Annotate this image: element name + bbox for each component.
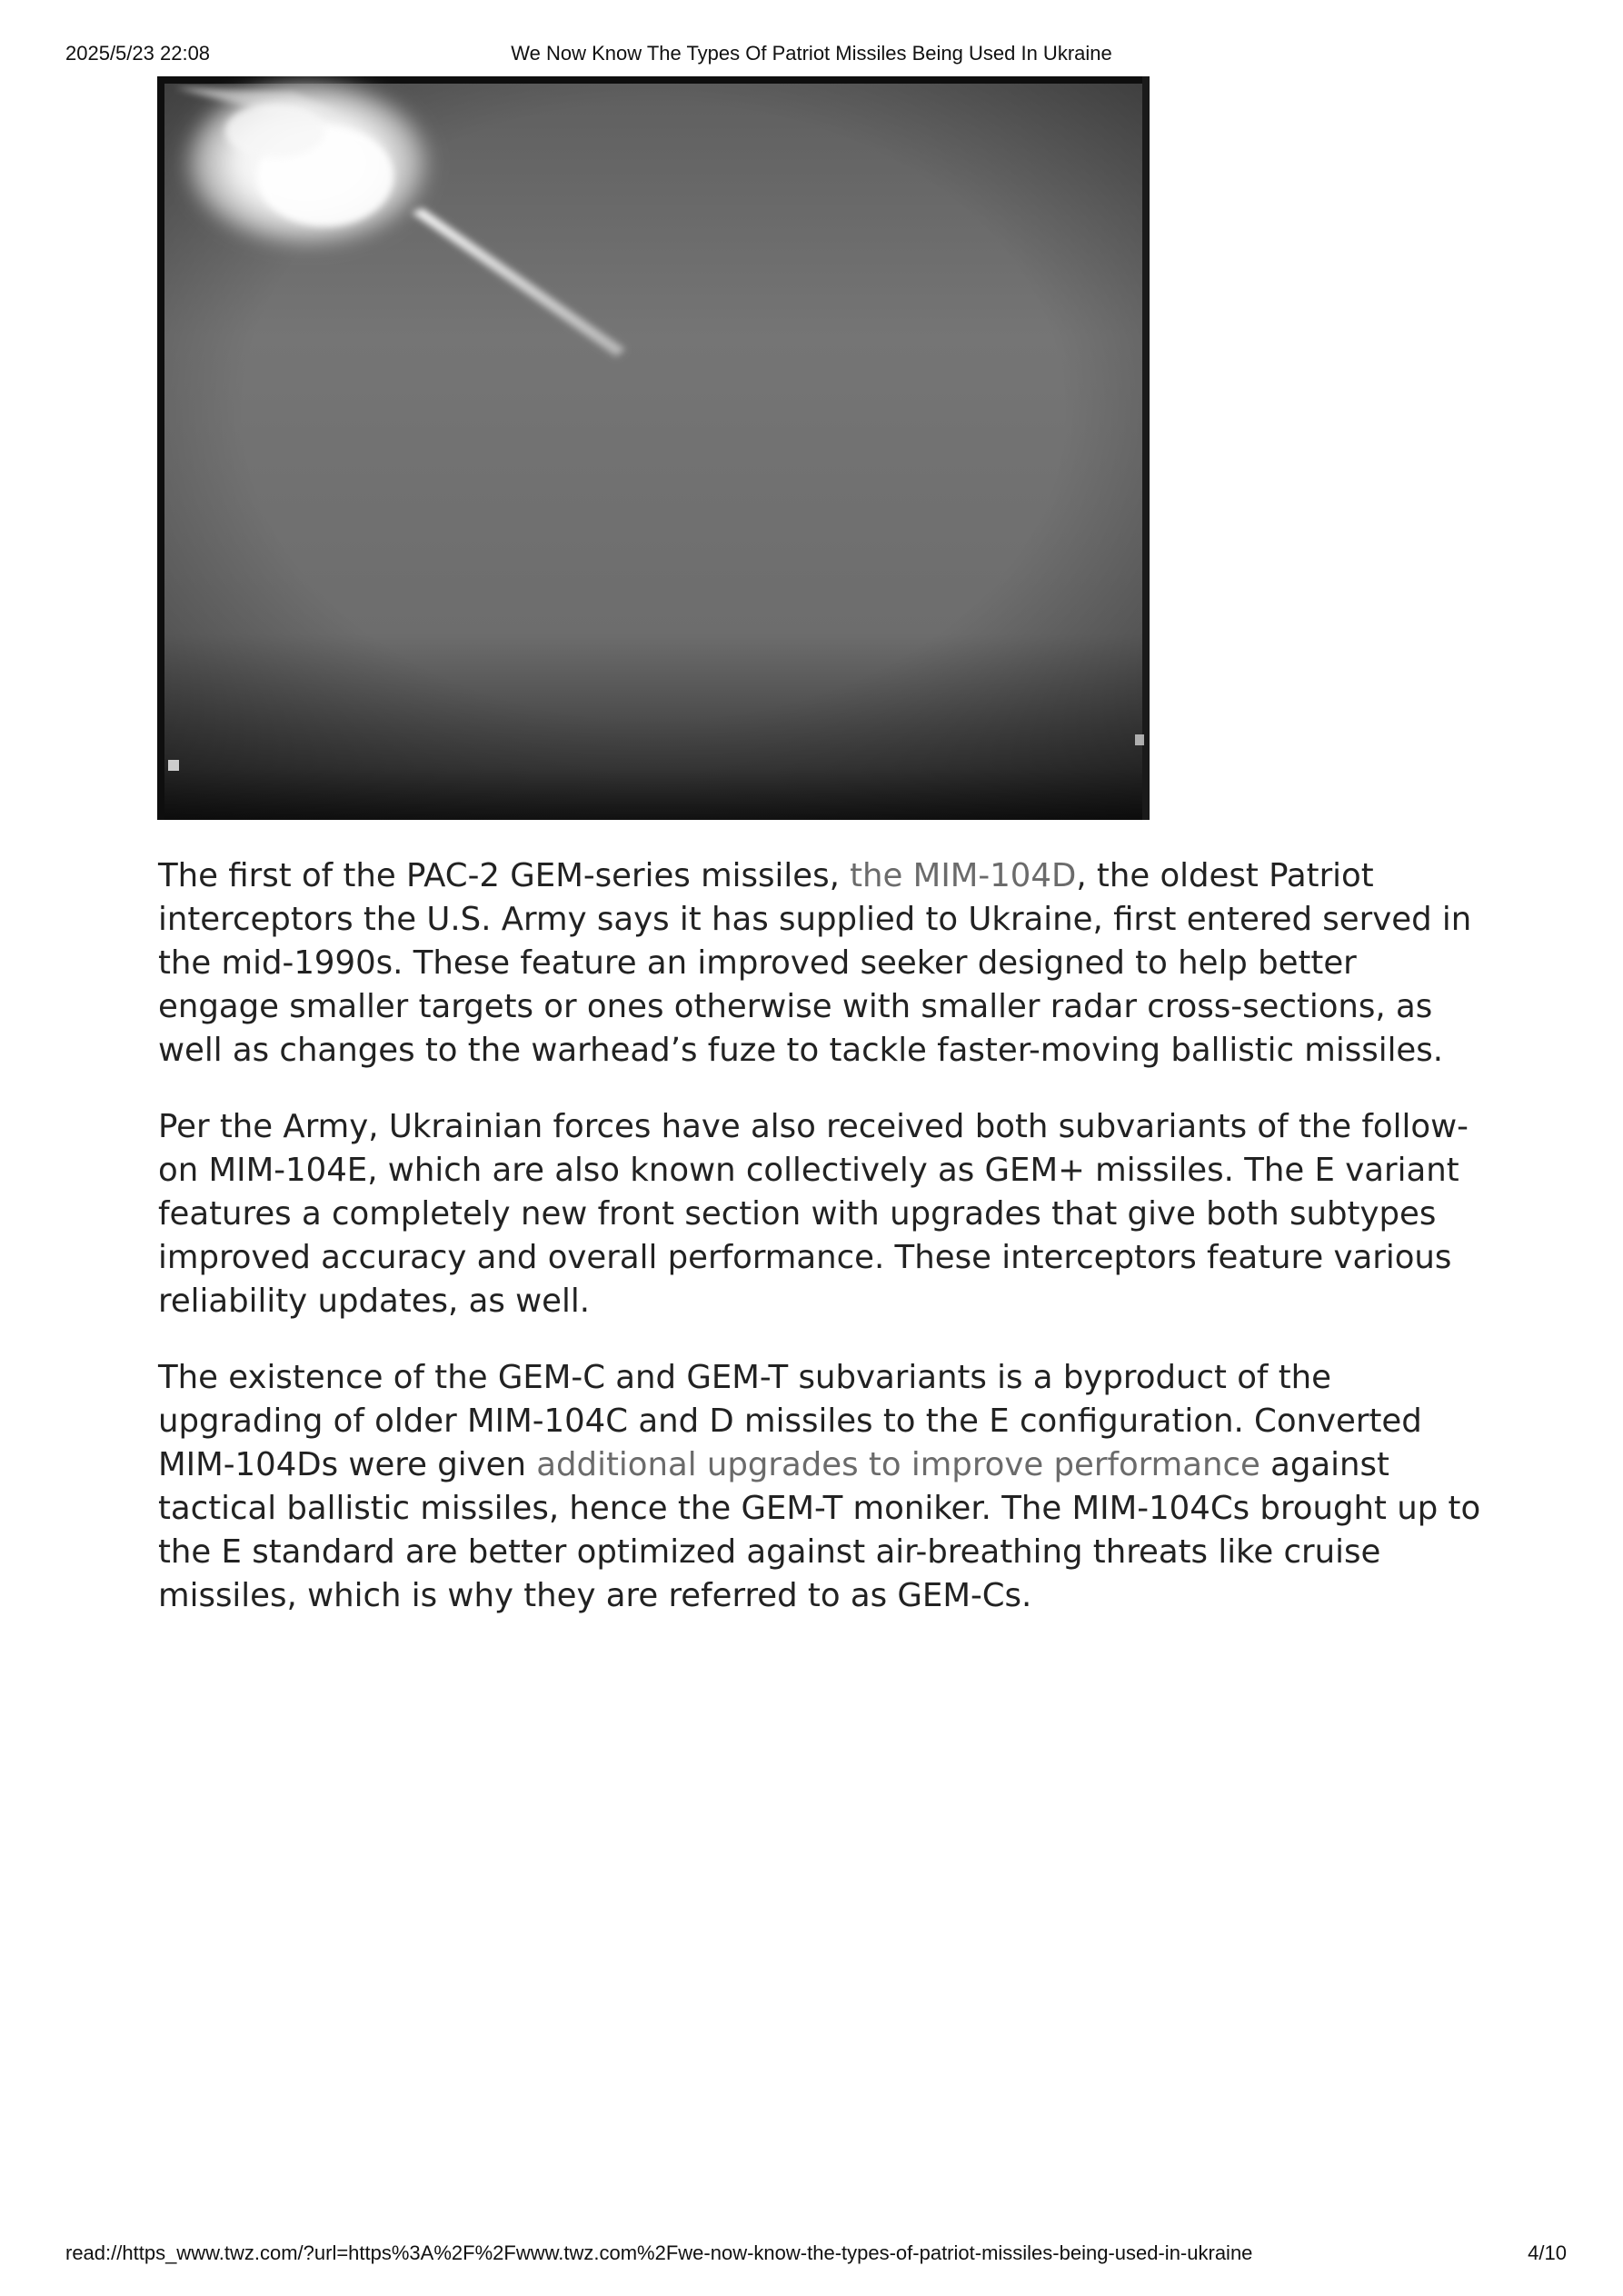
page-indicator: 4/10 bbox=[1528, 2241, 1567, 2264]
p1-text-before: The first of the PAC-2 GEM-series missiles, bbox=[158, 857, 851, 894]
photo-graphic bbox=[157, 76, 1150, 820]
missile-intercept-photo bbox=[157, 76, 1150, 820]
article-paragraph-2: Per the Army, Ukrainian forces have also received both subvariants of the follow-on MIM-104E, which are also known collectively as GEM+ missiles. The E variant features a completely new front section with upgrades that give both subtypes improved accuracy and overall performance. These interceptors feature various reliability updates, as well. bbox=[158, 1108, 1469, 1320]
article-body bbox=[158, 854, 1485, 1651]
print-url: read://https_www.twz.com/?url=https%3A%2F%2Fwww.twz.com%2Fwe-now-know-the-types-of-patriot-missiles-being-used-in-ukraine bbox=[65, 2241, 1253, 2264]
p1-text-after: , the oldest Patriot interceptors the U.S. Army says it has supplied to Ukraine, first entered served in the mid-1990s. These feature an improved seeker designed to help better engage smaller targets or ones otherwise with smaller radar cross-sections, as well as changes to the warhead’s fuze to tackle faster-moving ballistic missiles. bbox=[158, 857, 1472, 1069]
print-date: 2025/5/23 22:08 bbox=[65, 42, 211, 65]
article-paragraph-3 bbox=[158, 1356, 1485, 1618]
p3-text-before: The existence of the GEM-C and GEM-T subvariants is a byproduct of the upgrading of older MIM-104C and D missiles to the E configuration. Converted MIM-104Ds were given bbox=[158, 1359, 1422, 1483]
print-footer bbox=[0, 2241, 1623, 2272]
article-paragraph-1 bbox=[158, 854, 1485, 1073]
print-page-title: We Now Know The Types Of Patriot Missiles Being Used In Ukraine bbox=[511, 42, 1112, 65]
print-header bbox=[0, 42, 1623, 73]
additional-upgrades-link[interactable]: additional upgrades to improve performance bbox=[536, 1446, 1260, 1483]
p3-text-after: against tactical ballistic missiles, hence the GEM-T moniker. The MIM-104Cs brought up to the E standard are better optimized against air-breathing threats like cruise missiles, which is why they are referred to as GEM-Cs. bbox=[158, 1446, 1481, 1614]
mim-104d-link[interactable]: the MIM-104D bbox=[850, 857, 1077, 894]
